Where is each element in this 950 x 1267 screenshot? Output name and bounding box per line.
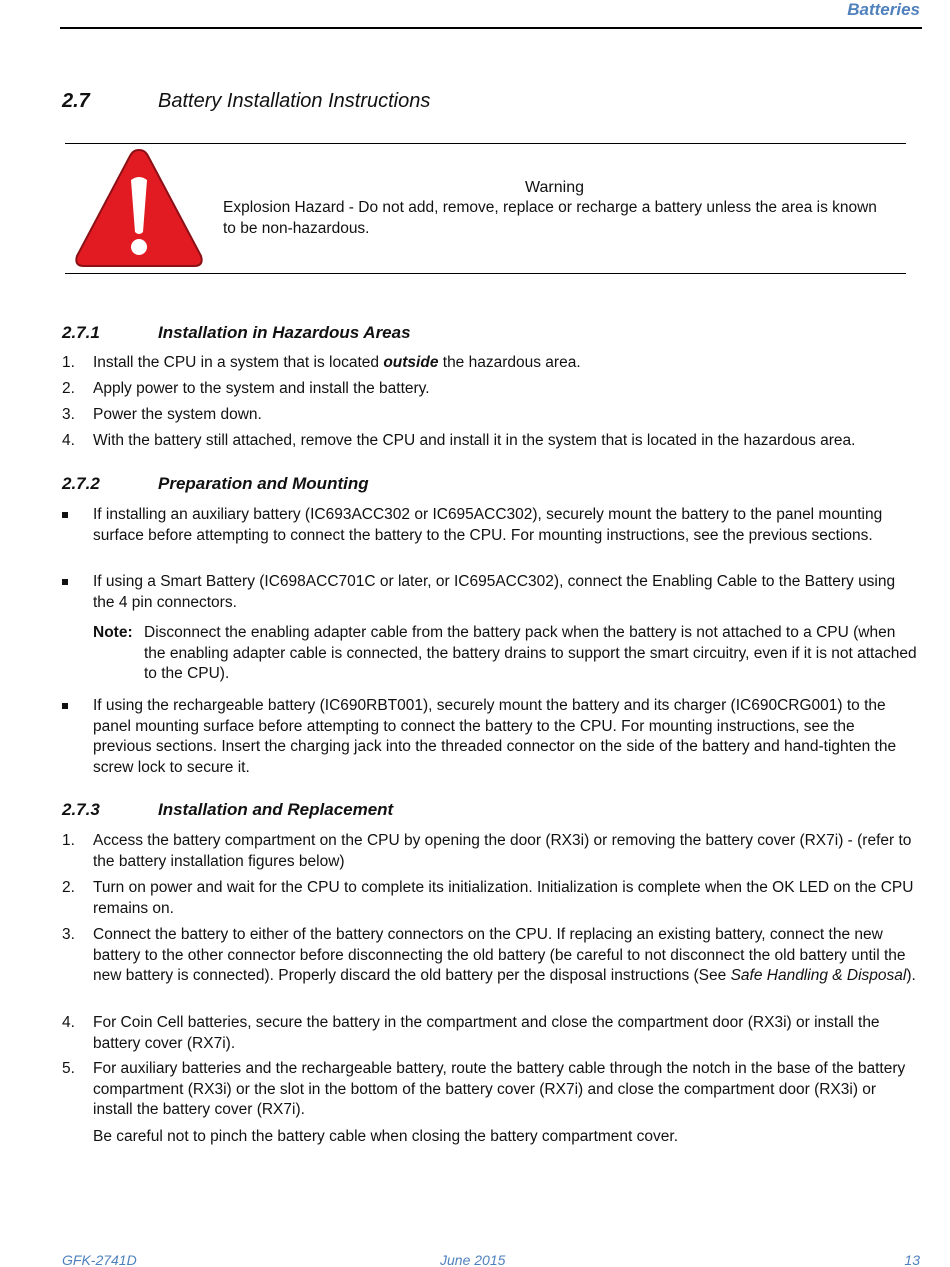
bullet-item bbox=[62, 696, 912, 778]
list-item bbox=[62, 431, 932, 452]
list-marker: 3. bbox=[62, 926, 75, 943]
list-item-text: Turn on power and wait for the CPU to complete its initialization. Initialization is complete when the OK LED on the CPU remains on. bbox=[93, 879, 914, 917]
list-item-text: For auxiliary batteries and the rechargeable battery, route the battery cable through the notch in the base of the battery compartment (RX3i) or the slot in the bottom of the battery cover (RX7i) and close the compartment door (RX3i) or install the battery cover (RX7i). bbox=[93, 1060, 906, 1118]
text-run: Install the CPU in a system that is located bbox=[93, 354, 384, 371]
warning-text: Explosion Hazard - Do not add, remove, replace or recharge a battery unless the area is known to be non-hazardous. bbox=[223, 199, 877, 237]
emphasis-text: Safe Handling & Disposal bbox=[730, 967, 907, 984]
list-item-text: Access the battery compartment on the CPU by opening the door (RX3i) or removing the battery cover (RX7i) - (refer to the battery installation figures below) bbox=[93, 832, 912, 870]
list-item-text: Power the system down. bbox=[93, 406, 262, 423]
emphasis-text: outside bbox=[383, 354, 439, 371]
list-item bbox=[62, 379, 922, 400]
list-marker: 5. bbox=[62, 1060, 75, 1077]
list-item bbox=[62, 405, 922, 426]
text-run: the hazardous area. bbox=[438, 354, 581, 371]
list-marker: 2. bbox=[62, 380, 75, 397]
square-bullet-icon bbox=[62, 703, 68, 709]
bullet-text: If installing an auxiliary battery (IC693ACC302 or IC695ACC302), securely mount the battery to the panel mounting surface before attempting to connect the battery to the CPU. For mounting instructions, see the previous sections. bbox=[93, 506, 883, 544]
text-run: Connect the battery to either of the battery connectors on the CPU. If replacing an existing battery, connect the new battery to the other connector before disconnecting the old battery (be careful to not disconnect the old battery until the new battery is connected). Properly discard the old battery per the disposal instructions (See bbox=[93, 926, 906, 984]
list-marker: 2. bbox=[62, 879, 75, 896]
bullet-text: If using the rechargeable battery (IC690RBT001), securely mount the battery and its charger (IC690CRG001) to the panel mounting surface before attempting to connect the battery to the CPU. For mounting instructions, see the previous sections. Insert the charging jack into the threaded connector on the side of the battery and hand-tighten the screw lock to secure it. bbox=[93, 697, 897, 776]
closing-paragraph: Be careful not to pinch the battery cable when closing the battery compartment cover. bbox=[93, 1128, 679, 1145]
list-marker: 4. bbox=[62, 432, 75, 449]
subsection-heading-2-7-1 bbox=[62, 322, 562, 344]
list-item-text bbox=[93, 353, 922, 374]
bullet-text: If using a Smart Battery (IC698ACC701C or later, or IC695ACC302), connect the Enabling Cable to the Battery using the 4 pin connectors. bbox=[93, 573, 896, 611]
square-bullet-icon bbox=[62, 579, 68, 585]
note-label: Note: bbox=[93, 624, 133, 641]
subsection-number: 2.7.2 bbox=[62, 474, 100, 493]
list-item-text: With the battery still attached, remove the CPU and install it in the system that is located in the hazardous area. bbox=[93, 432, 856, 449]
list-marker: 3. bbox=[62, 406, 75, 423]
footer-date: June 2015 bbox=[440, 1252, 506, 1267]
list-item bbox=[62, 831, 917, 872]
subsection-title: Preparation and Mounting bbox=[158, 474, 369, 493]
warning-triangle-icon bbox=[73, 146, 205, 270]
list-item bbox=[62, 1059, 917, 1121]
list-item bbox=[62, 353, 922, 374]
list-item-text: Apply power to the system and install the battery. bbox=[93, 380, 430, 397]
running-header-title: Batteries bbox=[847, 0, 920, 19]
list-marker: 1. bbox=[62, 832, 75, 849]
warning-title: Warning bbox=[525, 179, 584, 196]
subsection-heading-2-7-3 bbox=[62, 799, 562, 821]
text-run: ). bbox=[906, 967, 916, 984]
note-block bbox=[93, 623, 918, 685]
note-text: Disconnect the enabling adapter cable from the battery pack when the battery is not attached to a CPU (when the enabling adapter cable is connected, the battery drains to support the smart circuitry, even if it is not attached to the CPU). bbox=[144, 624, 917, 682]
header-rule bbox=[60, 27, 922, 29]
footer-page-number: 13 bbox=[904, 1252, 920, 1267]
list-marker: 1. bbox=[62, 354, 75, 371]
list-item-text bbox=[93, 925, 920, 987]
subsection-number: 2.7.3 bbox=[62, 800, 100, 819]
subsection-heading-2-7-2 bbox=[62, 473, 562, 495]
subsection-number: 2.7.1 bbox=[62, 323, 100, 342]
bullet-item bbox=[62, 505, 900, 546]
warning-box bbox=[65, 143, 906, 274]
section-heading bbox=[62, 89, 562, 115]
list-item bbox=[62, 878, 917, 919]
section-title: Battery Installation Instructions bbox=[158, 90, 431, 112]
list-item bbox=[62, 925, 920, 987]
list-item bbox=[62, 1013, 917, 1054]
footer-doc-id: GFK-2741D bbox=[62, 1252, 137, 1267]
subsection-title: Installation in Hazardous Areas bbox=[158, 323, 411, 342]
list-marker: 4. bbox=[62, 1014, 75, 1031]
square-bullet-icon bbox=[62, 512, 68, 518]
list-item-text: For Coin Cell batteries, secure the battery in the compartment and close the compartment door (RX3i) or install the battery cover (RX7i). bbox=[93, 1014, 880, 1052]
bullet-item bbox=[62, 572, 900, 613]
subsection-title: Installation and Replacement bbox=[158, 800, 394, 819]
section-number: 2.7 bbox=[62, 90, 90, 112]
